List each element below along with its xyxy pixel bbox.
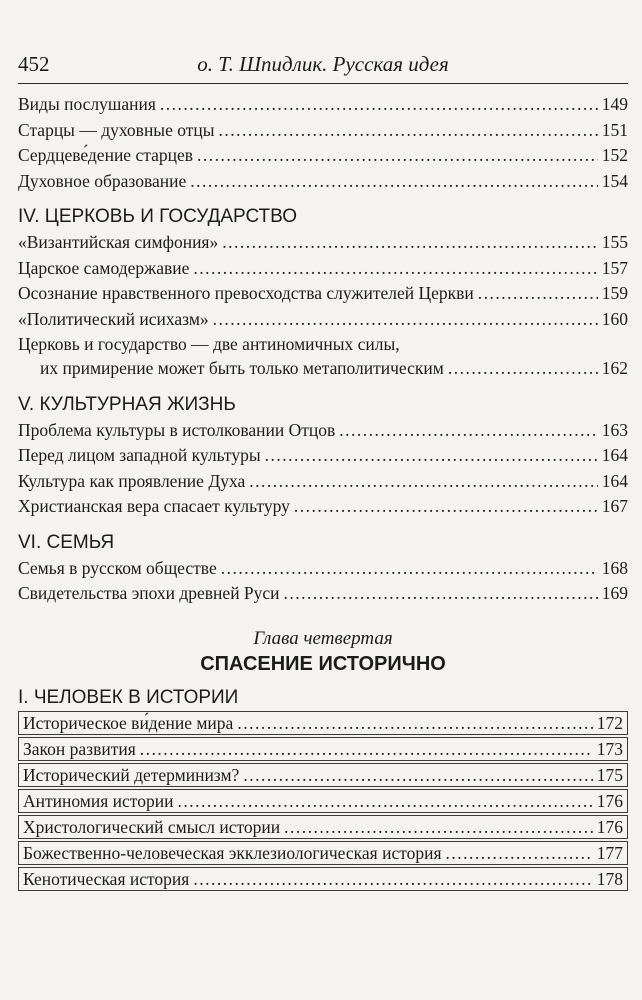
chapter-title: СПАСЕНИЕ ИСТОРИЧНО [200,652,446,675]
toc-entry [18,418,628,444]
dot-leader [222,230,598,256]
toc-entry-page: 173 [596,738,623,759]
dot-leader [284,816,593,838]
toc-section-family [18,556,628,607]
toc-entry [18,143,628,169]
toc-entry-page: 164 [601,470,628,491]
toc-entry-page: 176 [596,790,623,811]
toc-entry-title: Духовное образование [18,170,187,191]
toc-entry-page: 162 [601,358,628,378]
toc-entry-title: Семья в русском обществе [18,557,217,578]
toc-entry-title: Сердцеве́дение старцев [18,145,193,165]
dot-leader [446,842,593,864]
page-number: 452 [18,52,50,76]
toc-entry-page: 176 [596,816,623,837]
dot-leader [249,469,597,495]
table-of-contents [18,92,628,893]
toc-entry [18,789,628,813]
toc-entry [18,281,628,307]
toc-entry [18,841,628,865]
toc-entry-title: Культура как проявление Духа [18,470,246,491]
section-heading: V. КУЛЬТУРНАЯ ЖИЗНЬ [18,393,236,415]
dot-leader [213,307,598,333]
toc-entry-page: 155 [601,232,628,252]
dot-leader [265,443,598,469]
header-rule [18,83,628,84]
toc-entry-title: Проблема культуры в истолковании Отцов [18,419,336,440]
toc-section-man-in-history [18,711,628,891]
toc-entry-page: 167 [601,496,628,516]
toc-entry [18,118,628,144]
toc-entry-page: 163 [601,419,628,440]
toc-entry-title: Виды послушания [18,94,156,114]
toc-entry [18,256,628,282]
toc-entry-title: Закон развития [23,738,136,759]
toc-entry [18,494,628,520]
toc-entry [18,815,628,839]
toc-entry-title: Царское самодержавие [18,257,190,278]
toc-entry-page: 152 [601,145,628,165]
toc-entry-title: Исторический детерминизм? [23,764,240,785]
toc-entry-title: Старцы — духовные отцы [18,119,215,140]
toc-entry-title: Историческое ви́дение мира [23,712,234,733]
toc-group-intro [18,92,628,194]
toc-entry-title: Антиномия истории [23,790,174,811]
toc-entry-title: Христологический смысл истории [23,816,281,837]
toc-entry [18,356,628,382]
dot-leader [243,764,592,786]
dot-leader [160,92,598,118]
dot-leader [221,556,598,582]
toc-entry-page: 149 [601,94,628,114]
toc-entry [18,711,628,735]
toc-entry [18,581,628,607]
toc-entry-page: 157 [601,257,628,278]
dot-leader [284,581,598,607]
toc-entry-page: 154 [601,170,628,191]
dot-leader [193,868,592,890]
toc-entry-page: 160 [601,308,628,329]
toc-entry-page: 168 [601,557,628,578]
toc-entry [18,556,628,582]
toc-entry-page: 175 [596,764,623,785]
toc-entry-page: 159 [601,283,628,303]
dot-leader [294,494,598,520]
toc-entry-title-line1: Церковь и государство — две антиномичных силы, [18,334,400,354]
toc-entry [18,867,628,891]
toc-entry [18,737,628,761]
dot-leader [448,356,598,382]
toc-entry-page: 169 [601,583,628,603]
dot-leader [237,712,592,734]
toc-entry [18,763,628,787]
toc-entry-page: 178 [596,868,623,889]
toc-entry [18,230,628,256]
section-heading: IV. ЦЕРКОВЬ И ГОСУДАРСТВО [18,206,297,227]
toc-entry [18,92,628,118]
dot-leader [339,418,597,444]
toc-entry-title: Христианская вера спасает культуру [18,496,290,516]
toc-entry-title-line2: их примирение может быть только метаполитическим [40,358,444,378]
toc-entry [18,169,628,195]
toc-entry-title: Свидетельства эпохи древней Руси [18,583,280,603]
chapter-label: Глава четвертая [253,627,393,649]
toc-entry-title: Осознание нравственного превосходства служителей Церкви [18,283,474,303]
toc-entry-title: Перед лицом западной культуры [18,445,261,465]
running-title: о. Т. Шпидлик. Русская идея [197,52,449,76]
dot-leader [197,143,598,169]
dot-leader [177,790,592,812]
toc-entry [18,307,628,333]
dot-leader [478,281,598,307]
toc-entry-page: 172 [596,712,623,733]
section-heading: I. ЧЕЛОВЕК В ИСТОРИИ [18,686,239,708]
dot-leader [140,738,593,760]
dot-leader [193,256,597,282]
toc-entry-page: 164 [601,445,628,465]
toc-entry-title: «Политический исихазм» [18,308,209,329]
dot-leader [219,118,598,144]
toc-section-church-state [18,230,628,382]
dot-leader [190,169,597,195]
toc-entry [18,469,628,495]
toc-section-culture [18,418,628,520]
toc-entry-page: 177 [596,842,623,863]
toc-entry-title: Божественно-человеческая экклезиологическая история [23,842,442,863]
section-heading: VI. СЕМЬЯ [18,531,115,553]
toc-entry [18,443,628,469]
toc-entry-page: 151 [601,119,628,140]
toc-entry-title: Кенотическая история [23,868,190,889]
toc-entry-title: «Византийская симфония» [18,232,219,252]
